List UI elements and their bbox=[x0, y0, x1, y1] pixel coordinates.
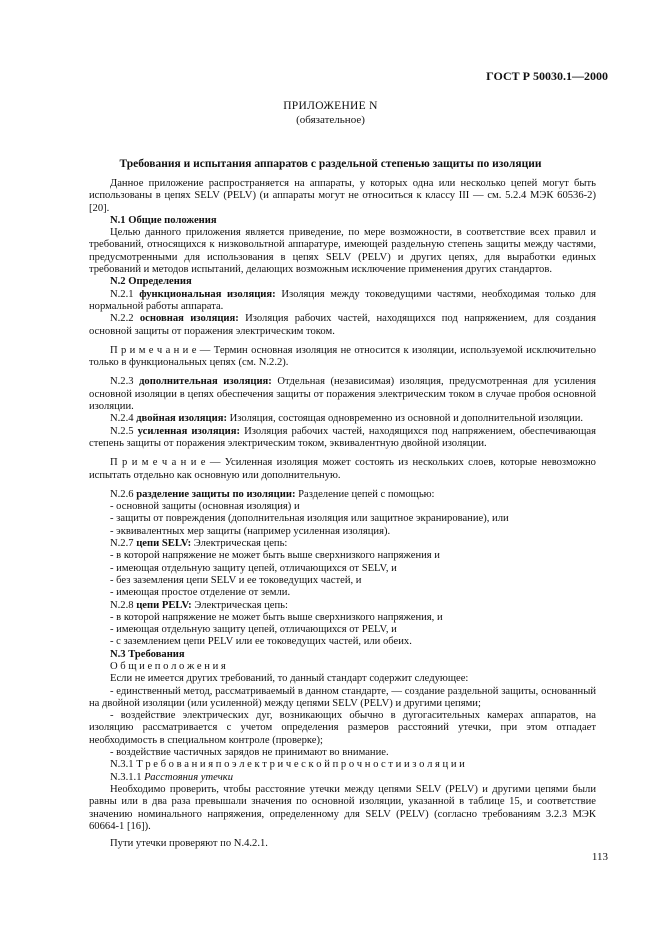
definition-n23: N.2.3 дополнительная изоляция: Отдельная (независимая) изоляция, предусмотренная для усиления основной изоляции в цепях обеспечения защиты от поражения электрическим током в случае пробоя основной изоляции. bbox=[89, 376, 596, 413]
note-1: П р и м е ч а н и е — Термин основная изоляция не относится к изоляции, используемой исключительно только в функциональных цепях (см. N.2.2). bbox=[89, 344, 596, 369]
list-item: - в которой напряжение не может быть выше сверхнизкого напряжения и bbox=[110, 550, 440, 562]
intro-paragraph: Данное приложение распространяется на аппараты, у которых одна или несколько цепей могут быть использованы в цепях SELV (PELV) (и аппараты могут не относиться к классу III — см. 5.2.4 МЭК 60536-2) [20]. bbox=[89, 178, 596, 214]
list-item: - эквивалентных мер защиты (например усиленная изоляция). bbox=[110, 525, 391, 537]
note-2: П р и м е ч а н и е — Усиленная изоляция может состоять из нескольких слоев, которые невозможно испытать отдельно как основную или дополнительную. bbox=[89, 457, 596, 481]
list-item: - имеющая простое отделение от земли. bbox=[110, 587, 291, 599]
list-item: - защиты от повреждения (дополнительная изоляция или защитное экранирование), или bbox=[110, 513, 509, 525]
n311-check: Пути утечки проверяют по N.4.2.1. bbox=[110, 838, 268, 850]
term: основная изоляция: bbox=[139, 313, 239, 325]
list-item: - воздействие электрических дуг, возникающих обычно в дугогасительных камерах аппаратов, на изоляцию рассматривается с учетом определения размеров расстояний утечки, при этом отпадает необходимость в специальном контроле (проверке); bbox=[89, 710, 596, 746]
list-item: - имеющая отдельную защиту цепей, отличающихся от SELV, и bbox=[110, 562, 397, 574]
page-number: 113 bbox=[591, 851, 608, 863]
term: дополнительная изоляция: bbox=[139, 376, 272, 388]
definition-n28: N.2.8 цепи PELV: Электрическая цепь: bbox=[110, 599, 288, 611]
term: цепи SELV: bbox=[136, 538, 192, 550]
list-item: - единственный метод, рассматриваемый в данном стандарте, — создание раздельной защиты, основанный на двойной изоляции (или усиленной) между цепями SELV (PELV) и другими цепями; bbox=[89, 685, 596, 709]
section-heading-n1: N.1 Общие положения bbox=[110, 214, 217, 226]
subsection-n311: N.3.1.1 Расстояния утечки bbox=[110, 771, 234, 783]
document-title: Требования и испытания аппаратов с раздельной степенью защиты по изоляции bbox=[119, 158, 542, 170]
list-item: - без заземления цепи SELV и ее токоведущих частей, и bbox=[110, 574, 362, 586]
term: функциональная изоляция: bbox=[139, 288, 276, 300]
list-item: - основной защиты (основная изоляция) и bbox=[110, 501, 300, 513]
subsection-n31: N.3.1 Т р е б о в а н и я п о э л е к т р и ч е с к о й п р о ч н о с т и и з о л я ц и и bbox=[110, 759, 465, 771]
list-item: - в которой напряжение не может быть выше сверхнизкого напряжения, и bbox=[110, 611, 443, 623]
appendix-subtitle: (обязательное) bbox=[296, 114, 365, 126]
definition-n25: N.2.5 усиленная изоляция: Изоляция рабочих частей, находящихся под напряжением, обеспечивающая степень защиты от поражения электрическим током, эквивалентную двойной изоляции. bbox=[89, 425, 596, 449]
term: двойная изоляция: bbox=[136, 413, 227, 425]
document-body bbox=[89, 178, 596, 850]
section-heading-n3: N.3 Требования bbox=[110, 648, 185, 660]
definition-n21: N.2.1 функциональная изоляция: Изоляция между токоведущими частями, необходимая только для нормальной работы аппарата. bbox=[89, 288, 597, 312]
term: усиленная изоляция: bbox=[137, 425, 241, 437]
section-heading-n2: N.2 Определения bbox=[110, 276, 192, 288]
list-item: - с заземлением цепи PELV или ее токоведущих частей, или обеих. bbox=[110, 636, 412, 648]
term: цепи PELV: bbox=[136, 599, 192, 611]
list-item: - имеющая отдельную защиту цепей, отличающихся от PELV, и bbox=[110, 624, 397, 636]
list-item: - воздействие частичных зарядов не принимают во внимание. bbox=[110, 747, 389, 759]
term: разделение защиты по изоляции: bbox=[136, 488, 296, 500]
definition-n24: N.2.4 двойная изоляция: Изоляция, состоящая одновременно из основной и дополнительной изоляции. bbox=[110, 413, 584, 425]
definition-n27: N.2.7 цепи SELV: Электрическая цепь: bbox=[110, 538, 288, 550]
n311-paragraph: Необходимо проверить, чтобы расстояние утечки между цепями SELV (PELV) и другими цепями были равны или в два раза превышали значения по основной изоляции, указанной в таблице 15, и соответствие значению номинального напряжения, определенному для SELV (PELV) (согласно требованиям 3.2.3 МЭК 60664-1 [16]). bbox=[89, 783, 596, 832]
standard-header: ГОСТ Р 50030.1—2000 bbox=[486, 69, 608, 83]
definition-n22: N.2.2 основная изоляция: Изоляция рабочих частей, находящихся под напряжением, для создания основной защиты от поражения электрическим током. bbox=[89, 313, 596, 337]
general-provisions-heading: О б щ и е п о л о ж е н и я bbox=[110, 660, 226, 672]
definition-n26: N.2.6 разделение защиты по изоляции: Разделение цепей с помощью: bbox=[110, 488, 435, 500]
appendix-title: ПРИЛОЖЕНИЕ N bbox=[283, 100, 378, 112]
n1-paragraph: Целью данного приложения является приведение, по мере возможности, в соответствие всех правил и требований, относящихся к низковольтной аппаратуре, имеющей раздельную степень защиты между частями, предусмотренными для использования в цепях SELV (PELV) и других цепях, для выработки единых требований и методов испытаний, делающих возможным исключение применения других стандартов. bbox=[89, 227, 596, 276]
general-provisions-text: Если не имеется других требований, то данный стандарт содержит следующее: bbox=[110, 673, 469, 685]
